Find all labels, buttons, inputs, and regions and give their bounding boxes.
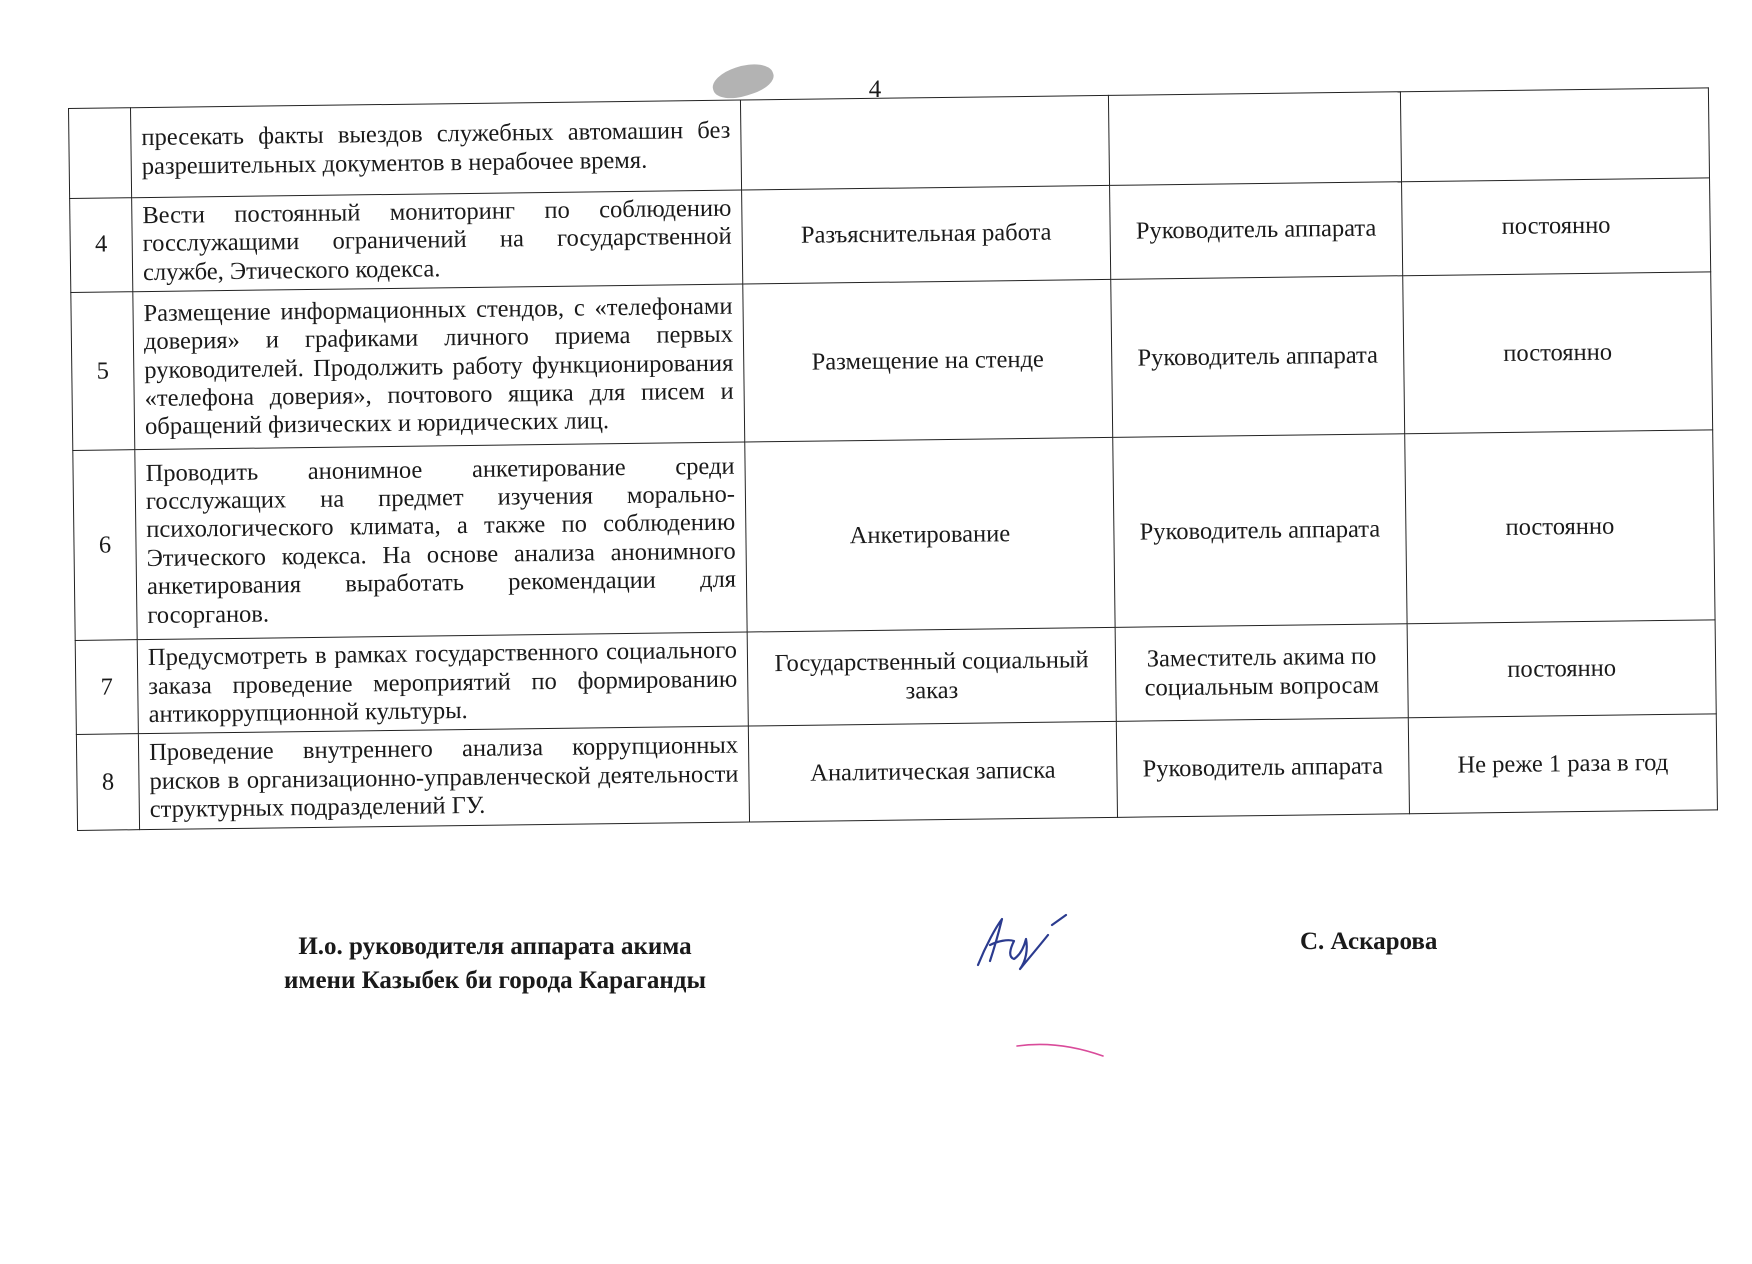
pink-pen-mark	[1015, 1040, 1105, 1060]
page-number: 4	[868, 76, 882, 103]
signatory-name: С. Аскарова	[1300, 928, 1438, 955]
row-number: 4	[70, 198, 133, 293]
measures-table	[68, 87, 1718, 831]
row-completion-form	[740, 95, 1109, 190]
row-responsible	[1108, 92, 1401, 186]
table-row	[76, 714, 1717, 831]
row-term: постоянно	[1402, 178, 1711, 276]
row-number: 6	[73, 450, 137, 641]
row-action: Предусмотреть в рамках государственного социального заказа проведение мероприятий по формированию антикоррупционной культуры.	[137, 632, 748, 734]
row-number: 5	[71, 292, 135, 451]
row-term: постоянно	[1403, 272, 1713, 434]
row-number	[69, 108, 132, 199]
signatory-position-line-2: имени Казыбек би города Караганды	[284, 966, 706, 994]
row-term: Не реже 1 раза в год	[1408, 714, 1717, 814]
row-term: постоянно	[1407, 620, 1716, 718]
row-action: пресекать факты выездов служебных автомашин без разрешительных документов в нерабочее время.	[131, 100, 742, 198]
row-responsible: Руководитель аппарата	[1113, 434, 1407, 628]
row-completion-form: Анкетирование	[745, 438, 1115, 633]
row-completion-form: Разъяснительная работа	[742, 185, 1111, 284]
row-number: 7	[75, 640, 138, 735]
row-responsible: Руководитель аппарата	[1116, 718, 1409, 818]
signatory-position	[235, 930, 755, 998]
table-row	[71, 272, 1713, 451]
row-responsible: Руководитель аппарата	[1110, 182, 1403, 280]
row-completion-form: Аналитическая записка	[748, 722, 1117, 823]
row-term	[1400, 88, 1709, 182]
row-number: 8	[76, 734, 139, 831]
row-completion-form: Государственный социальный заказ	[747, 628, 1116, 727]
row-action: Проведение внутреннего анализа коррупционных рисков в организационно-управленческой деятельности структурных подразделений ГУ.	[138, 726, 749, 830]
handwritten-signature	[968, 905, 1078, 975]
signatory-position-line-1: И.о. руководителя аппарата акима	[298, 933, 692, 960]
row-action: Размещение информационных стендов, с «телефонами доверия» и графиками личного приема первых руководителей. Продолжить работу функционирования «телефона доверия», почтового ящика для писем и обращений физических и юридических лиц.	[133, 284, 745, 450]
ink-smudge	[709, 57, 777, 105]
plan-table-wrapper	[68, 87, 1717, 831]
row-action: Проводить анонимное анкетирование среди госслужащих на предмет изучения морально-психологического климата, а также по соблюдению Этического кодекса. На основе анализа анонимного анкетирования выработать рекомендации для госорганов.	[135, 442, 747, 640]
row-responsible: Руководитель аппарата	[1111, 276, 1405, 438]
row-completion-form: Размещение на стенде	[743, 280, 1113, 443]
row-action: Вести постоянный мониторинг по соблюдению госслужащими ограничений на государственной службе, Этического кодекса.	[132, 190, 743, 292]
row-responsible: Заместитель акима по социальным вопросам	[1115, 624, 1408, 722]
table-row	[73, 430, 1715, 641]
row-term: постоянно	[1405, 430, 1715, 624]
